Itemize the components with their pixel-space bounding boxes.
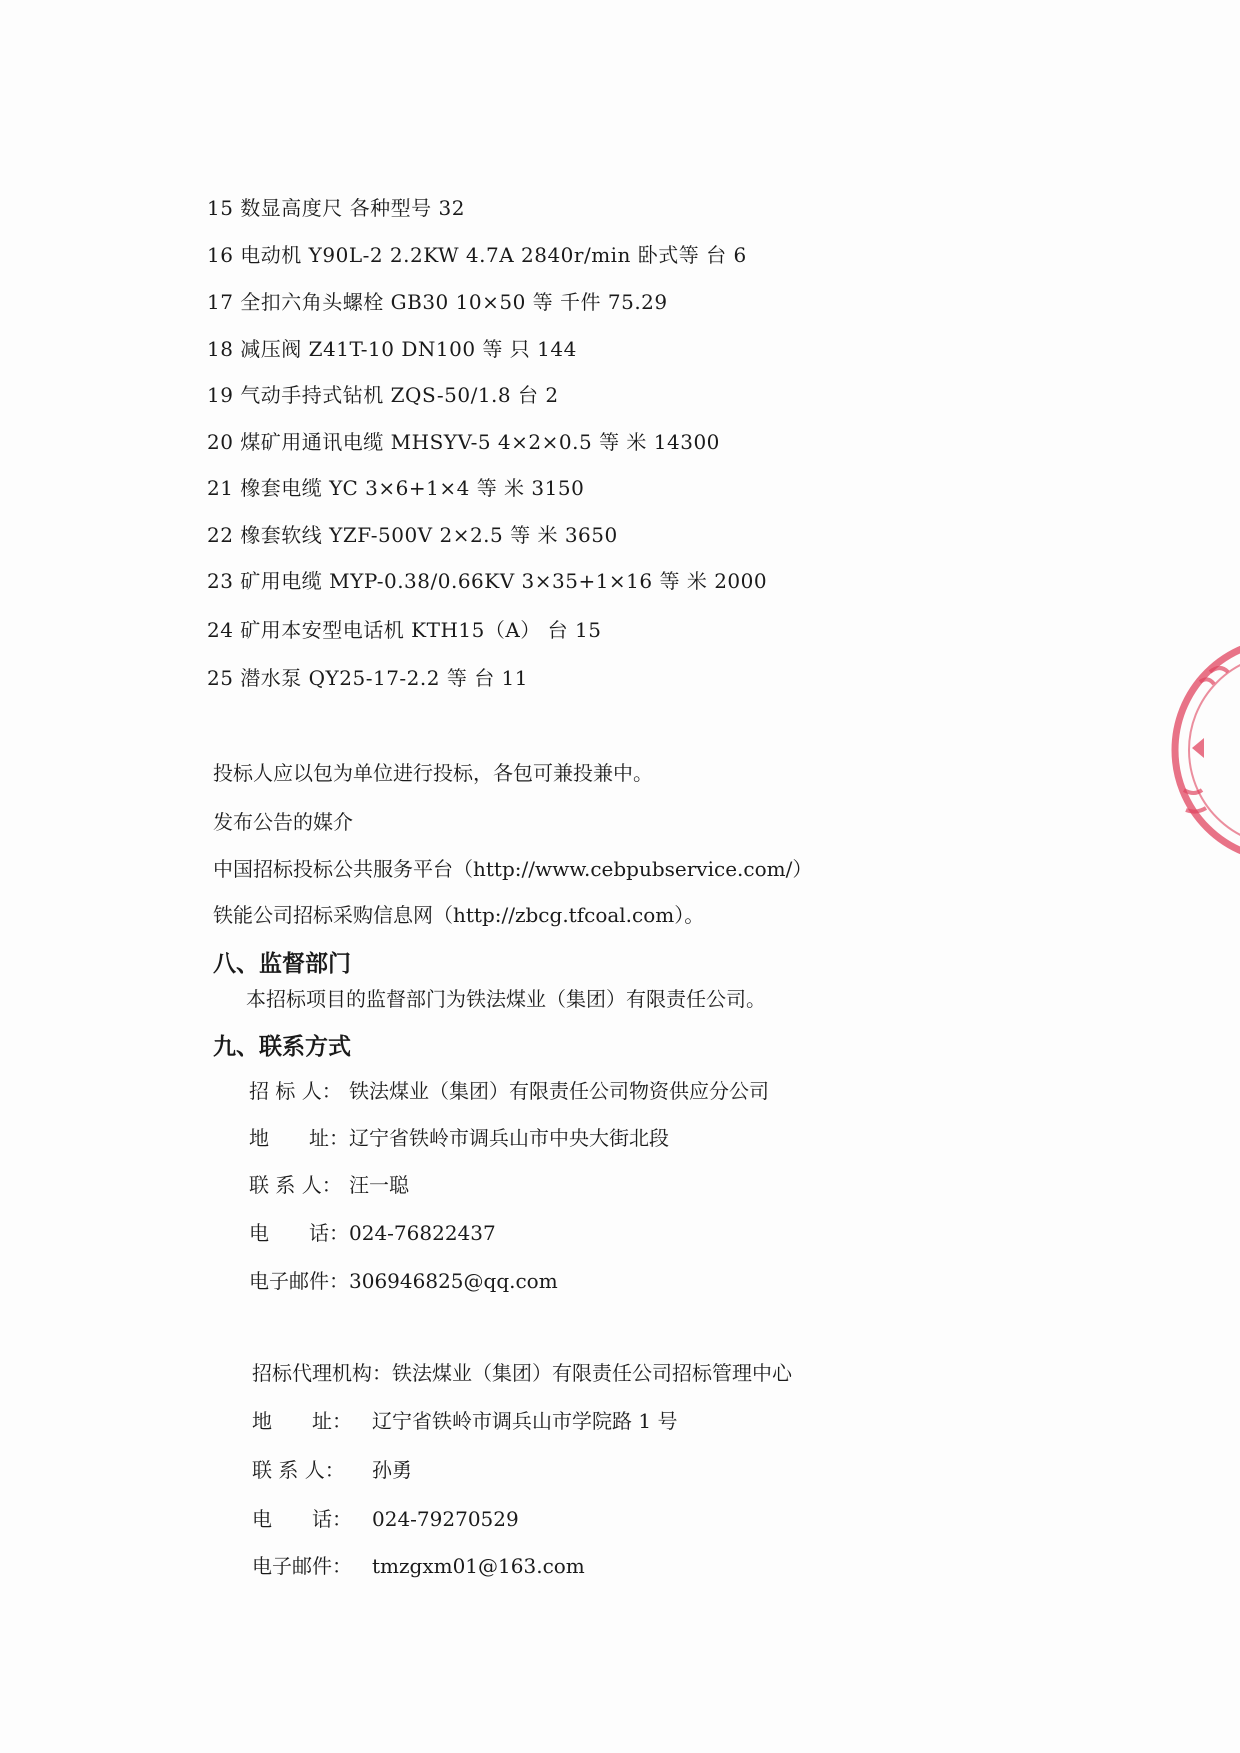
item-25: 25 潜水泵 QY25-17-2.2 等 台 11 (207, 666, 529, 690)
item-20: 20 煤矿用通讯电缆 MHSYV-5 4×2×0.5 等 米 14300 (207, 430, 720, 454)
tenderer-phone-row (249, 1217, 496, 1246)
media-title: 发布公告的媒介 (213, 810, 353, 834)
agent-phone-row (252, 1503, 519, 1532)
agent-address-row (252, 1405, 677, 1434)
tenderer-address-row (249, 1122, 669, 1151)
agent-name-row (252, 1357, 792, 1386)
tenderer-name-row (249, 1075, 769, 1104)
item-23: 23 矿用电缆 MYP-0.38/0.66KV 3×35+1×16 等 米 2000 (207, 569, 768, 593)
item-21: 21 橡套电缆 YC 3×6+1×4 等 米 3150 (207, 476, 585, 500)
tenderer-contact-label: 联 系 人： (249, 1173, 342, 1197)
tenderer-address-label: 地 址： (249, 1126, 349, 1150)
media-link-tfcoal[interactable]: 铁能公司招标采购信息网（http://zbcg.tfcoal.com）。 (213, 903, 705, 927)
agent-email[interactable]: tmzgxm01@163.com (372, 1554, 585, 1578)
agent-contact-row (252, 1454, 412, 1483)
agent-phone-label: 电 话： (252, 1507, 352, 1531)
tenderer-contact: 汪一聪 (349, 1173, 409, 1197)
item-24: 24 矿用本安型电话机 KTH15（A） 台 15 (207, 618, 602, 642)
tenderer-name: 铁法煤业（集团）有限责任公司物资供应分公司 (349, 1079, 769, 1103)
agent-phone: 024-79270529 (372, 1507, 519, 1531)
agent-email-row (252, 1550, 585, 1579)
tenderer-phone: 024-76822437 (349, 1221, 496, 1245)
seal-star-fragment (1192, 738, 1204, 758)
section-8-heading: 八、监督部门 (213, 951, 351, 977)
tenderer-email-label: 电子邮件： (249, 1269, 349, 1293)
item-15: 15 数显高度尺 各种型号 32 (207, 196, 465, 220)
tenderer-name-label: 招 标 人： (249, 1079, 342, 1103)
tenderer-address: 辽宁省铁岭市调兵山市中央大街北段 (349, 1126, 669, 1150)
media-link-cebpub[interactable]: 中国招标投标公共服务平台（http://www.cebpubservice.com/） (213, 857, 813, 881)
bidding-notice: 投标人应以包为单位进行投标，各包可兼投兼中。 (213, 761, 653, 785)
tenderer-phone-label: 电 话： (249, 1221, 349, 1245)
agent-name: 铁法煤业（集团）有限责任公司招标管理中心 (392, 1361, 792, 1385)
section-9-heading: 九、联系方式 (213, 1034, 351, 1060)
agent-address: 辽宁省铁岭市调兵山市学院路 1 号 (372, 1409, 678, 1433)
tenderer-email-row (249, 1265, 558, 1294)
tenderer-contact-row (249, 1169, 409, 1198)
agent-contact: 孙勇 (372, 1458, 412, 1482)
item-17: 17 全扣六角头螺栓 GB30 10×50 等 千件 75.29 (207, 290, 668, 314)
agent-name-label: 招标代理机构： (252, 1361, 392, 1385)
item-18: 18 减压阀 Z41T-10 DN100 等 只 144 (207, 337, 577, 361)
item-22: 22 橡套软线 YZF-500V 2×2.5 等 米 3650 (207, 523, 618, 547)
company-seal (1170, 620, 1240, 880)
agent-email-label: 电子邮件： (252, 1554, 352, 1578)
item-16: 16 电动机 Y90L-2 2.2KW 4.7A 2840r/min 卧式等 台 6 (207, 243, 747, 267)
section-8-text: 本招标项目的监督部门为铁法煤业（集团）有限责任公司。 (246, 987, 766, 1011)
agent-address-label: 地 址： (252, 1409, 352, 1433)
item-19: 19 气动手持式钻机 ZQS-50/1.8 台 2 (207, 383, 559, 407)
agent-contact-label: 联 系 人： (252, 1458, 345, 1482)
seal-outer-ring (1175, 640, 1240, 860)
tenderer-email[interactable]: 306946825@qq.com (349, 1269, 558, 1293)
